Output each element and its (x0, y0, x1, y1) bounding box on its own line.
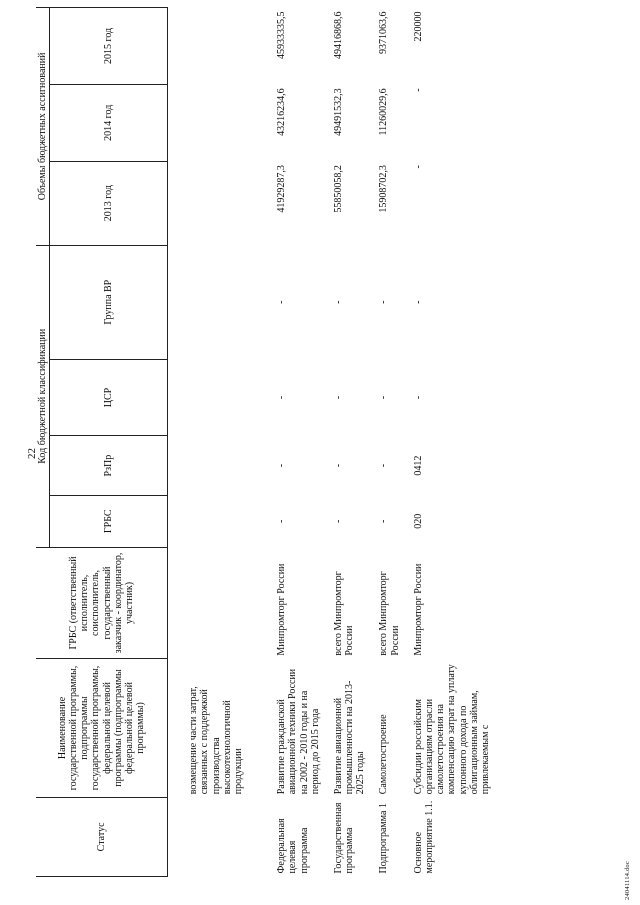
cell-name: Субсидии российским организациям отрасли самолетостроения на компенсацию затрат на уплату купонного дохода по облигационным займам, привлекаемым с (412, 664, 491, 795)
cell-grbs: Минпромторг России (412, 563, 424, 656)
cell-status: Государственная программа (332, 802, 356, 874)
cell-value-2014: - (412, 88, 424, 92)
cell-value-2013: 15908702,3 (378, 165, 390, 213)
cell-value-2015 (168, 8, 270, 85)
cell-value-2013 (168, 161, 270, 245)
cell-code-grbs: - (378, 519, 390, 523)
cell-status (168, 797, 270, 876)
cell-code-csr: - (332, 395, 344, 400)
cell-code-grbs: - (276, 519, 288, 523)
cell-code-vr: - (332, 300, 344, 304)
cell-grbs: Минпромторг России (276, 563, 288, 656)
header-code-csr: ЦСР (50, 359, 168, 436)
cell-status: Подпрограмма 1 (378, 803, 390, 874)
cell-code-rzpr: - (276, 463, 288, 468)
header-code-group: Код бюджетной классификации (36, 245, 50, 547)
cell-value-2013: 41929287,3 (276, 165, 288, 213)
cell-status: Основное мероприятие 1.1. (412, 800, 435, 874)
cell-code-csr: - (276, 395, 288, 400)
header-grbs: ГРБС (ответственный исполнитель, соисполнитель, государственный заказчик - координатор, участник) (36, 547, 168, 658)
cell-code-csr: - (412, 395, 424, 400)
budget-table (36, 7, 497, 877)
cell-name: возмещение части затрат, связанных с поддержкой производства высокотехнологичной продукции (188, 686, 244, 795)
cell-value-2014 (168, 84, 270, 161)
header-year-2015: 2015 год (50, 8, 168, 85)
table-row (327, 8, 373, 877)
header-code-vr: Группа ВР (50, 245, 168, 359)
header-budget-group: Объемы бюджетных ассигнований (36, 8, 50, 246)
table-row (372, 8, 406, 877)
cell-code-rzpr: 0412 (412, 455, 424, 476)
cell-code-vr (168, 245, 270, 359)
header-status: Статус (36, 797, 168, 876)
header-year-2014: 2014 год (50, 84, 168, 161)
cell-code-rzpr: - (332, 463, 344, 468)
cell-grbs (168, 547, 270, 658)
cell-value-2015: 45933335,5 (276, 11, 288, 59)
cell-value-2015: 220000 (412, 11, 424, 42)
cell-code-grbs (168, 495, 270, 547)
cell-value-2014: 49491532,3 (332, 88, 344, 136)
cell-code-rzpr: - (378, 463, 390, 468)
table-row (407, 8, 497, 877)
cell-code-vr: - (378, 300, 390, 304)
cell-code-vr: - (412, 300, 424, 304)
cell-grbs: всего Минпромторг России (332, 571, 356, 656)
cell-code-rzpr (168, 436, 270, 495)
cell-code-grbs: 020 (412, 513, 424, 529)
cell-name: Развитие авиационной промышленности на 2013-2025 годы (332, 680, 367, 795)
cell-value-2014: 11260029,6 (378, 88, 390, 136)
cell-value-2013: 55850058,2 (332, 165, 344, 213)
table-row (168, 8, 270, 877)
cell-code-csr: - (378, 395, 390, 400)
cell-value-2015: 9371063,6 (378, 11, 390, 54)
cell-value-2014: 43216234,6 (276, 88, 288, 136)
cell-code-vr: - (276, 300, 288, 304)
footer-file-code: 24041114.doc (624, 861, 631, 900)
cell-value-2015: 49416868,6 (332, 11, 344, 59)
header-year-2013: 2013 год (50, 161, 168, 245)
header-code-rzpr: РзПр (50, 436, 168, 495)
table-row (270, 8, 327, 877)
cell-status: Федеральная целевая программа (276, 818, 310, 874)
cell-value-2013: - (412, 165, 424, 169)
header-code-grbs: ГРБС (50, 495, 168, 547)
cell-grbs: всего Минпромторг России (378, 571, 401, 656)
cell-code-grbs: - (332, 519, 344, 523)
cell-code-csr (168, 359, 270, 436)
cell-name: Самолетостроение (378, 714, 390, 795)
header-name: Наименование государственной программы, подпрограммы государственной программы, федеральной целевой программы (подпрограммы федеральной целевой программы) (36, 659, 168, 798)
page-number: 22 (26, 448, 38, 459)
cell-name: Развитие гражданской авиационной техники России на 2002 - 2010 годы и на период до 2015 года (276, 668, 321, 795)
